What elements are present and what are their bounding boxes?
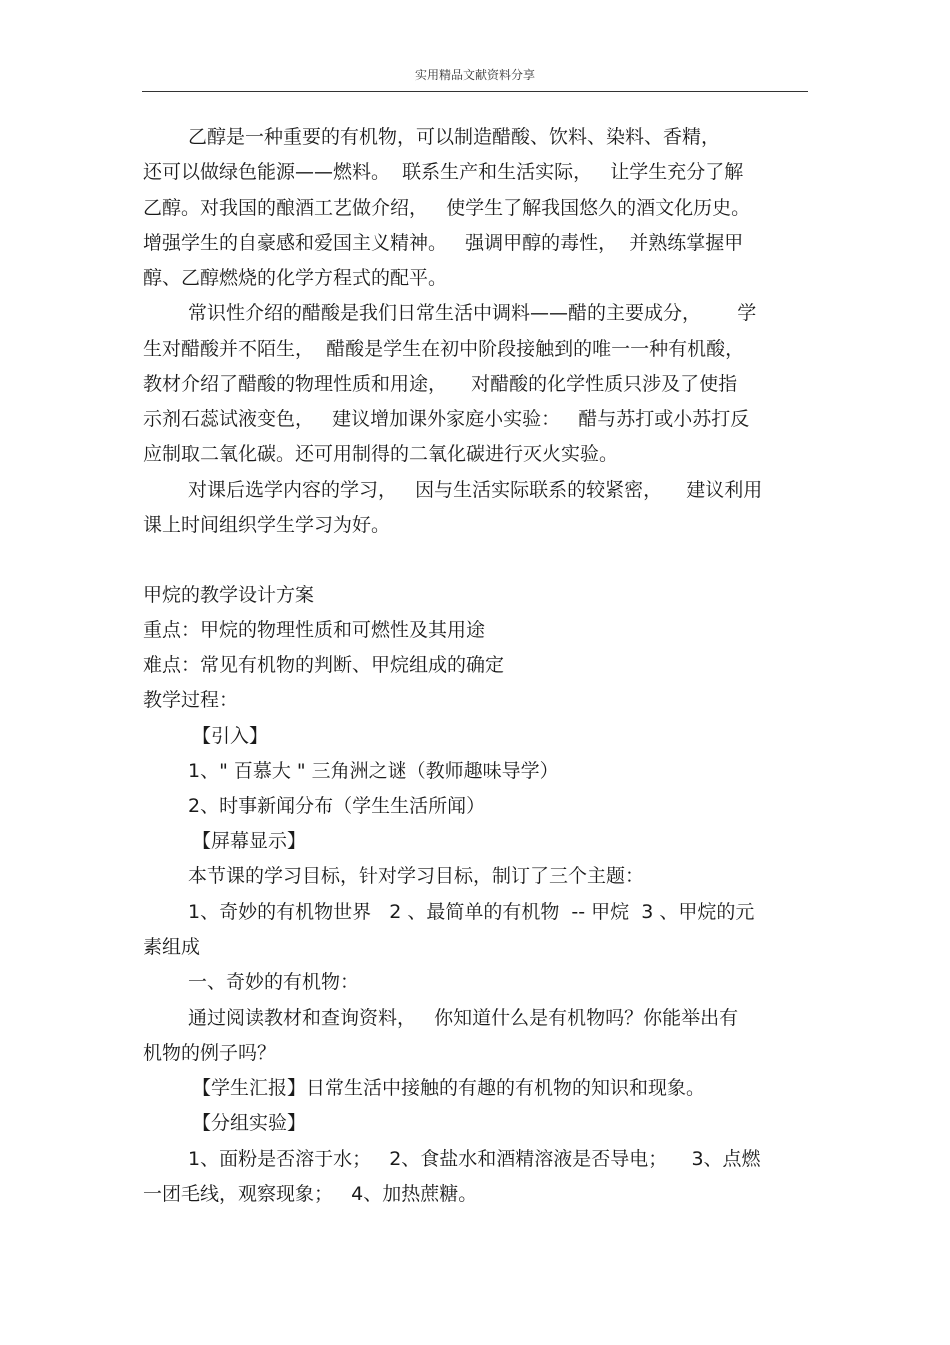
text-line: 通过阅读教材和查询资料， 你知道什么是有机物吗？你能举出有 — [188, 1007, 739, 1029]
text-line: 1、" 百慕大 " 三角洲之谜（教师趣味导学） — [188, 760, 559, 782]
text-line: 【屏幕显示】 — [192, 830, 307, 852]
section-title: 甲烷的教学设计方案 — [143, 584, 315, 606]
text-line: 本节课的学习目标，针对学习目标，制订了三个主题： — [188, 865, 645, 887]
text-line: 【分组实验】 — [192, 1112, 307, 1134]
text-line: 素组成 — [143, 936, 201, 958]
text-line: 乙醇。对我国的酿酒工艺做介绍， 使学生了解我国悠久的酒文化历史。 — [143, 197, 751, 219]
text-line: 还可以做绿色能源——燃料。 联系生产和生活实际， 让学生充分了解 — [143, 161, 744, 183]
text-line: 1、奇妙的有机物世界 2 、最简单的有机物 -- 甲烷 3 、甲烷的元 — [188, 901, 755, 923]
text-line: 【引入】 — [192, 725, 269, 747]
text-line: 课上时间组织学生学习为好。 — [143, 514, 391, 536]
text-line: 一团毛线，观察现象； 4、加热蔗糖。 — [143, 1183, 478, 1205]
text-line: 常识性介绍的醋酸是我们日常生活中调料——醋的主要成分， 学 — [188, 302, 757, 324]
text-line: 教材介绍了醋酸的物理性质和用途， 对醋酸的化学性质只涉及了使指 — [143, 373, 738, 395]
text-line: 教学过程： — [143, 689, 239, 711]
page-header: 实用精品文献资料分享 — [414, 68, 535, 82]
header-rule — [142, 91, 808, 92]
text-line: 应制取二氧化碳。还可用制得的二氧化碳进行灭火实验。 — [143, 443, 619, 465]
text-line: 2、时事新闻分布（学生生活所闻） — [188, 795, 486, 817]
text-line: 醇、乙醇燃烧的化学方程式的配平。 — [143, 267, 448, 289]
text-line: 示剂石蕊试液变色， 建议增加课外家庭小实验： 醋与苏打或小苏打反 — [143, 408, 750, 430]
text-line: 【学生汇报】日常生活中接触的有趣的有机物的知识和现象。 — [192, 1077, 706, 1099]
text-line: 一、奇妙的有机物： — [188, 971, 360, 993]
text-line: 1、面粉是否溶于水； 2、食盐水和酒精溶液是否导电； 3、点燃 — [188, 1148, 761, 1170]
text-line: 生对醋酸并不陌生， 醋酸是学生在初中阶段接触到的唯一一种有机酸， — [143, 338, 745, 360]
text-line: 增强学生的自豪感和爱国主义精神。 强调甲醇的毒性， 并熟练掌握甲 — [143, 232, 744, 254]
text-line: 难点：常见有机物的判断、甲烷组成的确定 — [143, 654, 505, 676]
text-line: 重点：甲烷的物理性质和可燃性及其用途 — [143, 619, 486, 641]
text-line: 乙醇是一种重要的有机物，可以制造醋酸、饮料、染料、香精， — [188, 126, 721, 148]
text-line: 机物的例子吗？ — [143, 1042, 277, 1064]
text-line: 对课后选学内容的学习， 因与生活实际联系的较紧密， 建议利用 — [188, 479, 763, 501]
